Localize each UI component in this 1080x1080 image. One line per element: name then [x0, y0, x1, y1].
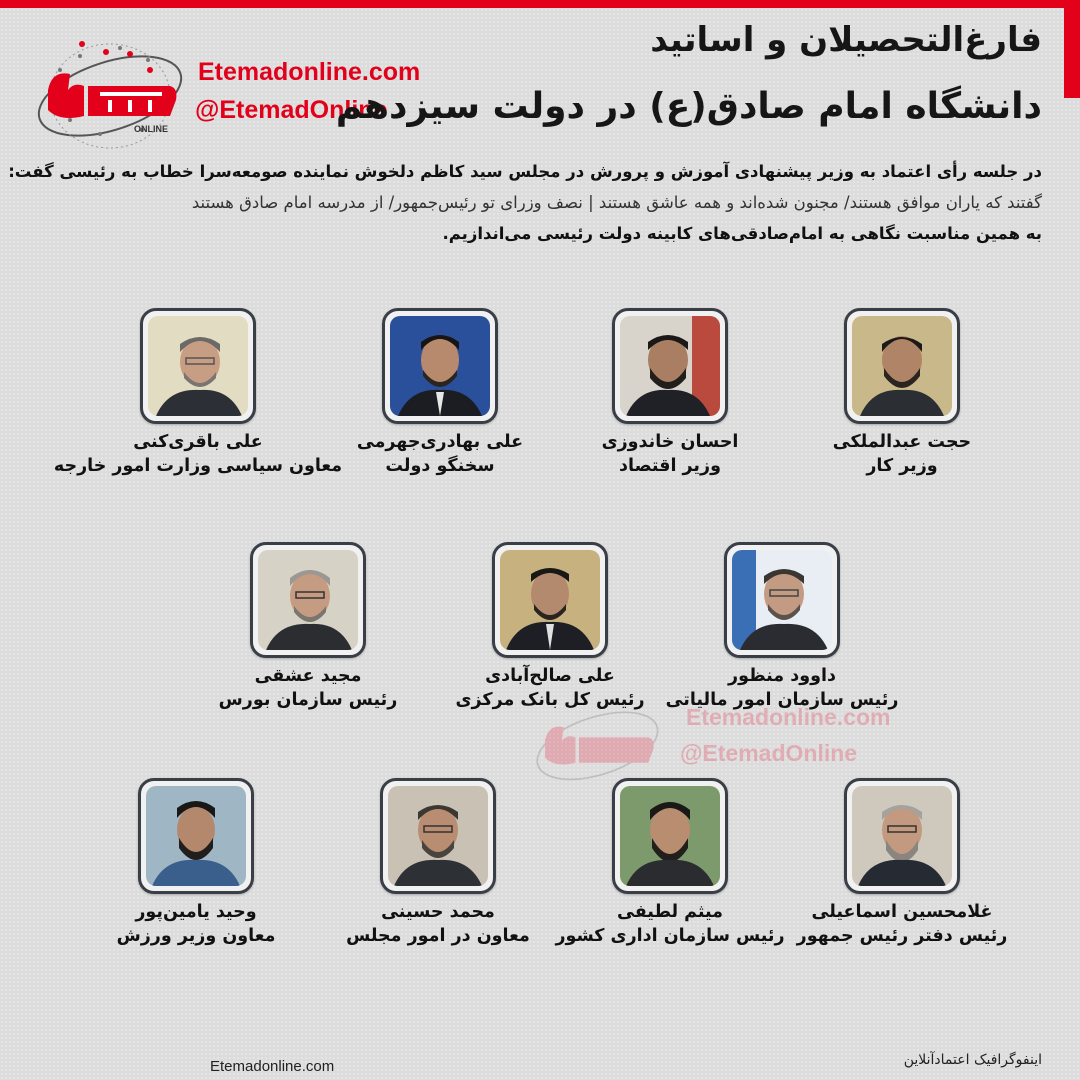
footer-url[interactable]: Etemadonline.com	[210, 1058, 335, 1075]
person-card	[46, 778, 346, 946]
intro-line-1: در جلسه رأی اعتماد به وزیر پیشنهادی آموزش و پرورش در مجلس سید کاظم دلخوش نماینده صومعه‌سرا خطاب به رئیسی گفت:	[8, 162, 1042, 181]
portrait-frame	[844, 308, 960, 424]
person-role: رئیس سازمان اداری کشور	[555, 926, 785, 946]
portrait-frame	[492, 542, 608, 658]
person-role: معاون وزیر ورزش	[116, 926, 276, 946]
page-title-line-2: دانشگاه امام صادق(ع) در دولت سیزدهم	[335, 86, 1042, 127]
person-role: سخنگو دولت	[385, 456, 495, 476]
portrait-photo	[732, 550, 832, 650]
corner-accent-bar	[1064, 0, 1080, 98]
person-role: رئیس کل بانک مرکزی	[455, 690, 645, 710]
site-url[interactable]: Etemadonline.com	[198, 58, 421, 86]
page-title-line-1: فارغ‌التحصیلان و اساتید	[650, 20, 1042, 60]
portrait-photo	[620, 316, 720, 416]
person-role: معاون در امور مجلس	[346, 926, 530, 946]
person-role: وزیر اقتصاد	[619, 456, 721, 476]
portrait-photo	[258, 550, 358, 650]
portrait-frame	[138, 778, 254, 894]
person-name: مجید عشقی	[254, 666, 362, 686]
person-role: رئیس سازمان بورس	[218, 690, 398, 710]
portrait-photo	[852, 786, 952, 886]
person-role: رئیس دفتر رئیس جمهور	[796, 926, 1008, 946]
portrait-photo	[390, 316, 490, 416]
person-card	[48, 308, 348, 476]
portrait-frame	[724, 542, 840, 658]
intro-line-3: به همین مناسبت نگاهی به امام‌صادقی‌های کابینه دولت رئیسی می‌اندازیم.	[442, 224, 1042, 243]
person-name: وحید یامین‌پور	[135, 902, 257, 922]
person-name: علی صالح‌آبادی	[485, 666, 615, 686]
intro-line-2: گفتند که یاران موافق هستند/ مجنون شده‌اند و همه عاشق هستند | نصف وزرای تو رئیس‌جمهور/ از مدرسه امام صادق هستند	[191, 193, 1042, 212]
portrait-photo	[620, 786, 720, 886]
person-name: محمد حسینی	[381, 902, 495, 922]
person-role: رئیس سازمان امور مالیاتی	[665, 690, 899, 710]
person-name: احسان خاندوزی	[601, 432, 739, 452]
social-handle[interactable]: @EtemadOnline	[195, 96, 388, 124]
portrait-photo	[146, 786, 246, 886]
person-card	[158, 542, 458, 710]
watermark-url: Etemadonline.com	[686, 704, 891, 730]
person-name: علی بهادری‌جهرمی	[356, 432, 524, 452]
person-name: میثم لطیفی	[617, 902, 723, 922]
portrait-photo	[500, 550, 600, 650]
person-role: معاون سیاسی وزارت امور خارجه	[53, 456, 343, 476]
etemad-logo	[30, 30, 196, 160]
logo-subtext: ONLINE	[134, 124, 169, 134]
watermark-handle: @EtemadOnline	[680, 740, 858, 766]
portrait-photo	[388, 786, 488, 886]
portrait-frame	[140, 308, 256, 424]
person-name: حجت عبدالملکی	[832, 432, 972, 452]
person-role: وزیر کار	[866, 456, 938, 476]
footer-credit: اینفوگرافیک اعتمادآنلاین	[903, 1052, 1042, 1068]
portrait-frame	[382, 308, 498, 424]
person-name: علی باقری‌کنی	[133, 432, 263, 452]
person-name: داوود منظور	[728, 666, 836, 686]
portrait-frame	[380, 778, 496, 894]
top-accent-bar	[0, 0, 1080, 8]
portrait-frame	[844, 778, 960, 894]
portrait-frame	[250, 542, 366, 658]
portrait-frame	[612, 778, 728, 894]
portrait-frame	[612, 308, 728, 424]
person-name: غلامحسین اسماعیلی	[811, 902, 993, 922]
portrait-photo	[148, 316, 248, 416]
portrait-photo	[852, 316, 952, 416]
